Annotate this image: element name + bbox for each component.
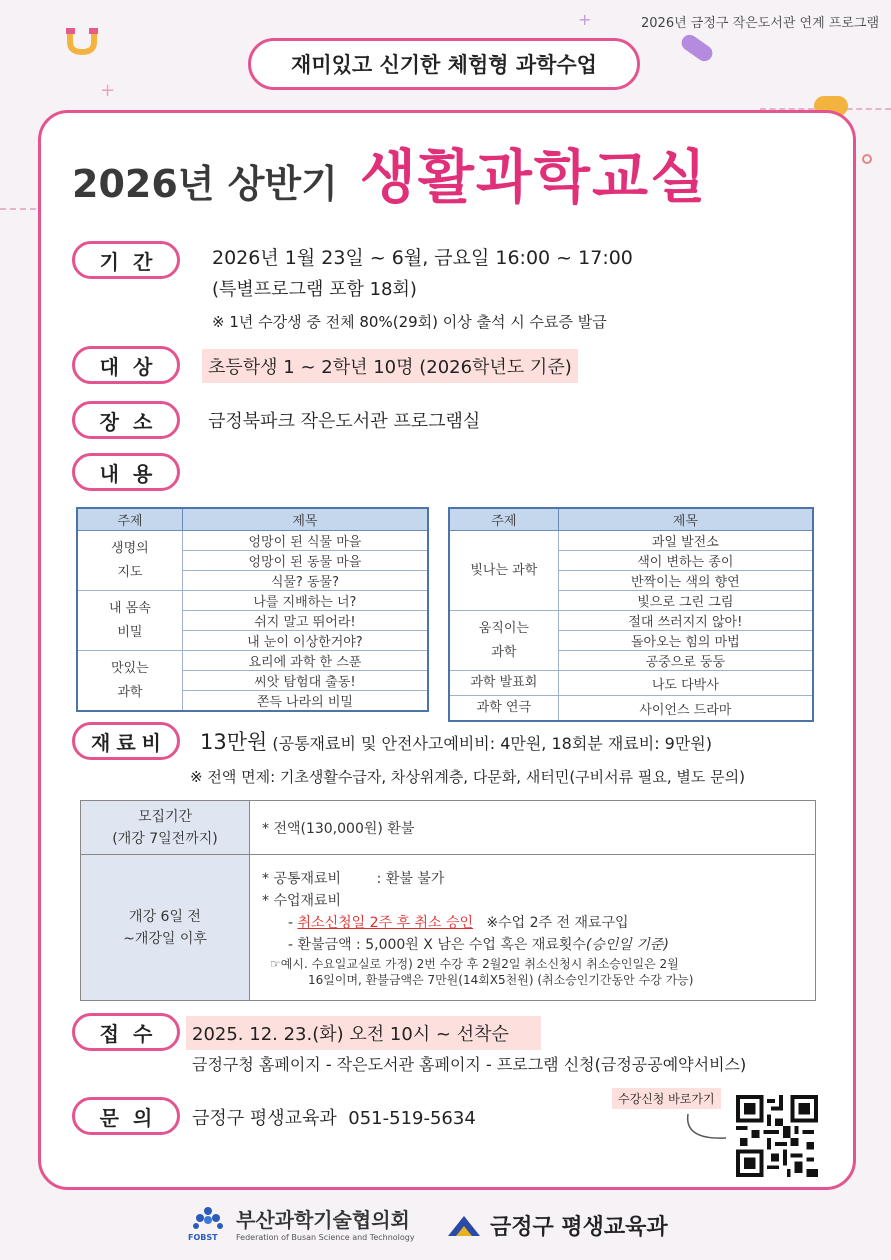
footer-logo-geumjeong — [446, 1210, 668, 1241]
qr-code[interactable] — [736, 1095, 818, 1177]
table-row — [449, 611, 813, 631]
table-header: 주제 — [449, 508, 558, 531]
topic-title: 요리에 과학 한 스푼 — [182, 651, 428, 671]
fobst-logo-icon — [186, 1204, 230, 1242]
sparkle-icon: + — [578, 10, 592, 29]
page-title — [72, 130, 708, 214]
label-contact: 문의 — [72, 1097, 180, 1135]
topic-title: 엉망이 된 식물 마을 — [182, 531, 428, 551]
title-year: 2026년 상반기 — [72, 162, 338, 206]
refund-partial: * 공통재료비 : 환불 불가 * 수업재료비 - 취소신청일 2주 후 취소 승인 ※수업 2주 전 재료구입 - 환불금액 : 5,000원 X 남은 수업 혹은 재료횟수(승인일 기준) ☞예시. 수요일교실로 가정) 2번 수강 후 2월2일 취소신청시 취소승인일은 2월 16일이며, 환불금액은 7만원(14회X5천원) (취소승인기간동안 수강 가능) — [250, 855, 816, 1001]
topic-theme: 내 몸속 비밀 — [77, 591, 182, 651]
topic-theme: 빛나는 과학 — [449, 531, 558, 611]
fee-detail: (공통재료비 및 안전사고예비비: 4만원, 18회분 재료비: 9만원) — [272, 734, 713, 753]
contact-text: 금정구 평생교육과 051-519-5634 — [192, 1108, 476, 1129]
org2-name: 금정구 평생교육과 — [490, 1215, 668, 1240]
period-note: ※ 1년 수강생 중 전체 80%(29회) 이상 출석 시 수료증 발급 — [212, 313, 607, 331]
table-row — [77, 591, 428, 611]
qr-caption: 수강신청 바로가기 — [612, 1088, 721, 1109]
geumjeong-logo-icon — [446, 1212, 482, 1240]
fee-amount: 13만원 — [200, 730, 268, 754]
table-row — [449, 671, 813, 696]
table-row — [449, 531, 813, 551]
topic-title: 돌아오는 힘의 마법 — [558, 631, 813, 651]
topic-title: 쫀득 나라의 비밀 — [182, 691, 428, 712]
target-text: 초등학생 1 ~ 2학년 10명 (2026학년도 기준) — [202, 349, 578, 383]
topic-title: 식물? 동물? — [182, 571, 428, 591]
topic-theme: 맛있는 과학 — [77, 651, 182, 712]
topics-table-left — [76, 507, 429, 712]
refund-full: * 전액(130,000원) 환불 — [250, 801, 816, 855]
cancel-approval-text: 취소신청일 2주 후 취소 승인 — [297, 914, 473, 931]
label-content: 내용 — [72, 453, 180, 491]
fobst-abbr: FOBST — [188, 1233, 218, 1242]
refund-key-recruit: 모집기간 (개강 7일전까지) — [81, 801, 250, 855]
decorative-dashes-left — [0, 208, 36, 210]
table-row — [449, 696, 813, 722]
table-header: 주제 — [77, 508, 182, 531]
topic-theme: 과학 연극 — [449, 696, 558, 722]
table-header: 제목 — [558, 508, 813, 531]
topic-title: 씨앗 탐험대 출동! — [182, 671, 428, 691]
apply-date: 2025. 12. 23.(화) 오전 10시 ~ 선착순 — [186, 1016, 541, 1050]
place-text: 금정북파크 작은도서관 프로그램실 — [208, 411, 481, 432]
capsule-icon — [678, 32, 715, 65]
label-period: 기간 — [72, 241, 180, 279]
subtitle-pill: 재미있고 신기한 체험형 과학수업 — [248, 38, 640, 90]
topic-theme: 움직이는 과학 — [449, 611, 558, 671]
topic-title: 공중으로 둥둥 — [558, 651, 813, 671]
topic-title: 반짝이는 색의 향연 — [558, 571, 813, 591]
fee-note: ※ 전액 면제: 기초생활수급자, 차상위계층, 다문화, 새터민(구비서류 필요, 별도 문의) — [190, 768, 745, 786]
topic-title: 쉬지 말고 뛰어라! — [182, 611, 428, 631]
sparkle-icon: + — [100, 80, 116, 101]
table-row — [77, 531, 428, 551]
label-place: 장소 — [72, 401, 180, 439]
apply-route: 금정구청 홈페이지 - 작은도서관 홈페이지 - 프로그램 신청(금정공공예약서비스) — [192, 1055, 747, 1074]
label-target: 대상 — [72, 346, 180, 384]
topic-title: 사이언스 드라마 — [558, 696, 813, 722]
topics-table-right — [448, 507, 814, 722]
title-name: 생활과학교실 — [359, 143, 708, 211]
ring-icon — [862, 154, 872, 164]
label-fee: 재료비 — [72, 722, 180, 760]
curve-arrow-icon — [682, 1112, 732, 1150]
topic-theme: 과학 발표회 — [449, 671, 558, 696]
topic-title: 내 눈이 이상한거야? — [182, 631, 428, 651]
magnet-icon — [64, 26, 100, 56]
table-header: 제목 — [182, 508, 428, 531]
program-series-note: 2026년 금정구 작은도서관 연계 프로그램 — [641, 16, 879, 31]
table-row — [77, 651, 428, 671]
period-line2: (특별프로그램 포함 18회) — [212, 279, 417, 300]
period-line1: 2026년 1월 23일 ~ 6월, 금요일 16:00 ~ 17:00 — [212, 247, 633, 269]
topic-theme: 생명의 지도 — [77, 531, 182, 591]
org1-sub: Federation of Busan Science and Technology — [236, 1233, 415, 1242]
topic-title: 색이 변하는 종이 — [558, 551, 813, 571]
topic-title: 엉망이 된 동물 마을 — [182, 551, 428, 571]
topic-title: 빛으로 그린 그림 — [558, 591, 813, 611]
footer-logo-fobst — [186, 1204, 415, 1242]
topic-title: 나를 지배하는 너? — [182, 591, 428, 611]
refund-table — [80, 800, 816, 1001]
topic-title: 절대 쓰러지지 않아! — [558, 611, 813, 631]
refund-key-after: 개강 6일 전 ~개강일 이후 — [81, 855, 250, 1001]
fee-line — [200, 726, 712, 756]
org1-name: 부산과학기술협의회 — [236, 1208, 410, 1232]
topic-title: 나도 다박사 — [558, 671, 813, 696]
topic-title: 과일 발전소 — [558, 531, 813, 551]
label-apply: 접수 — [72, 1013, 180, 1051]
